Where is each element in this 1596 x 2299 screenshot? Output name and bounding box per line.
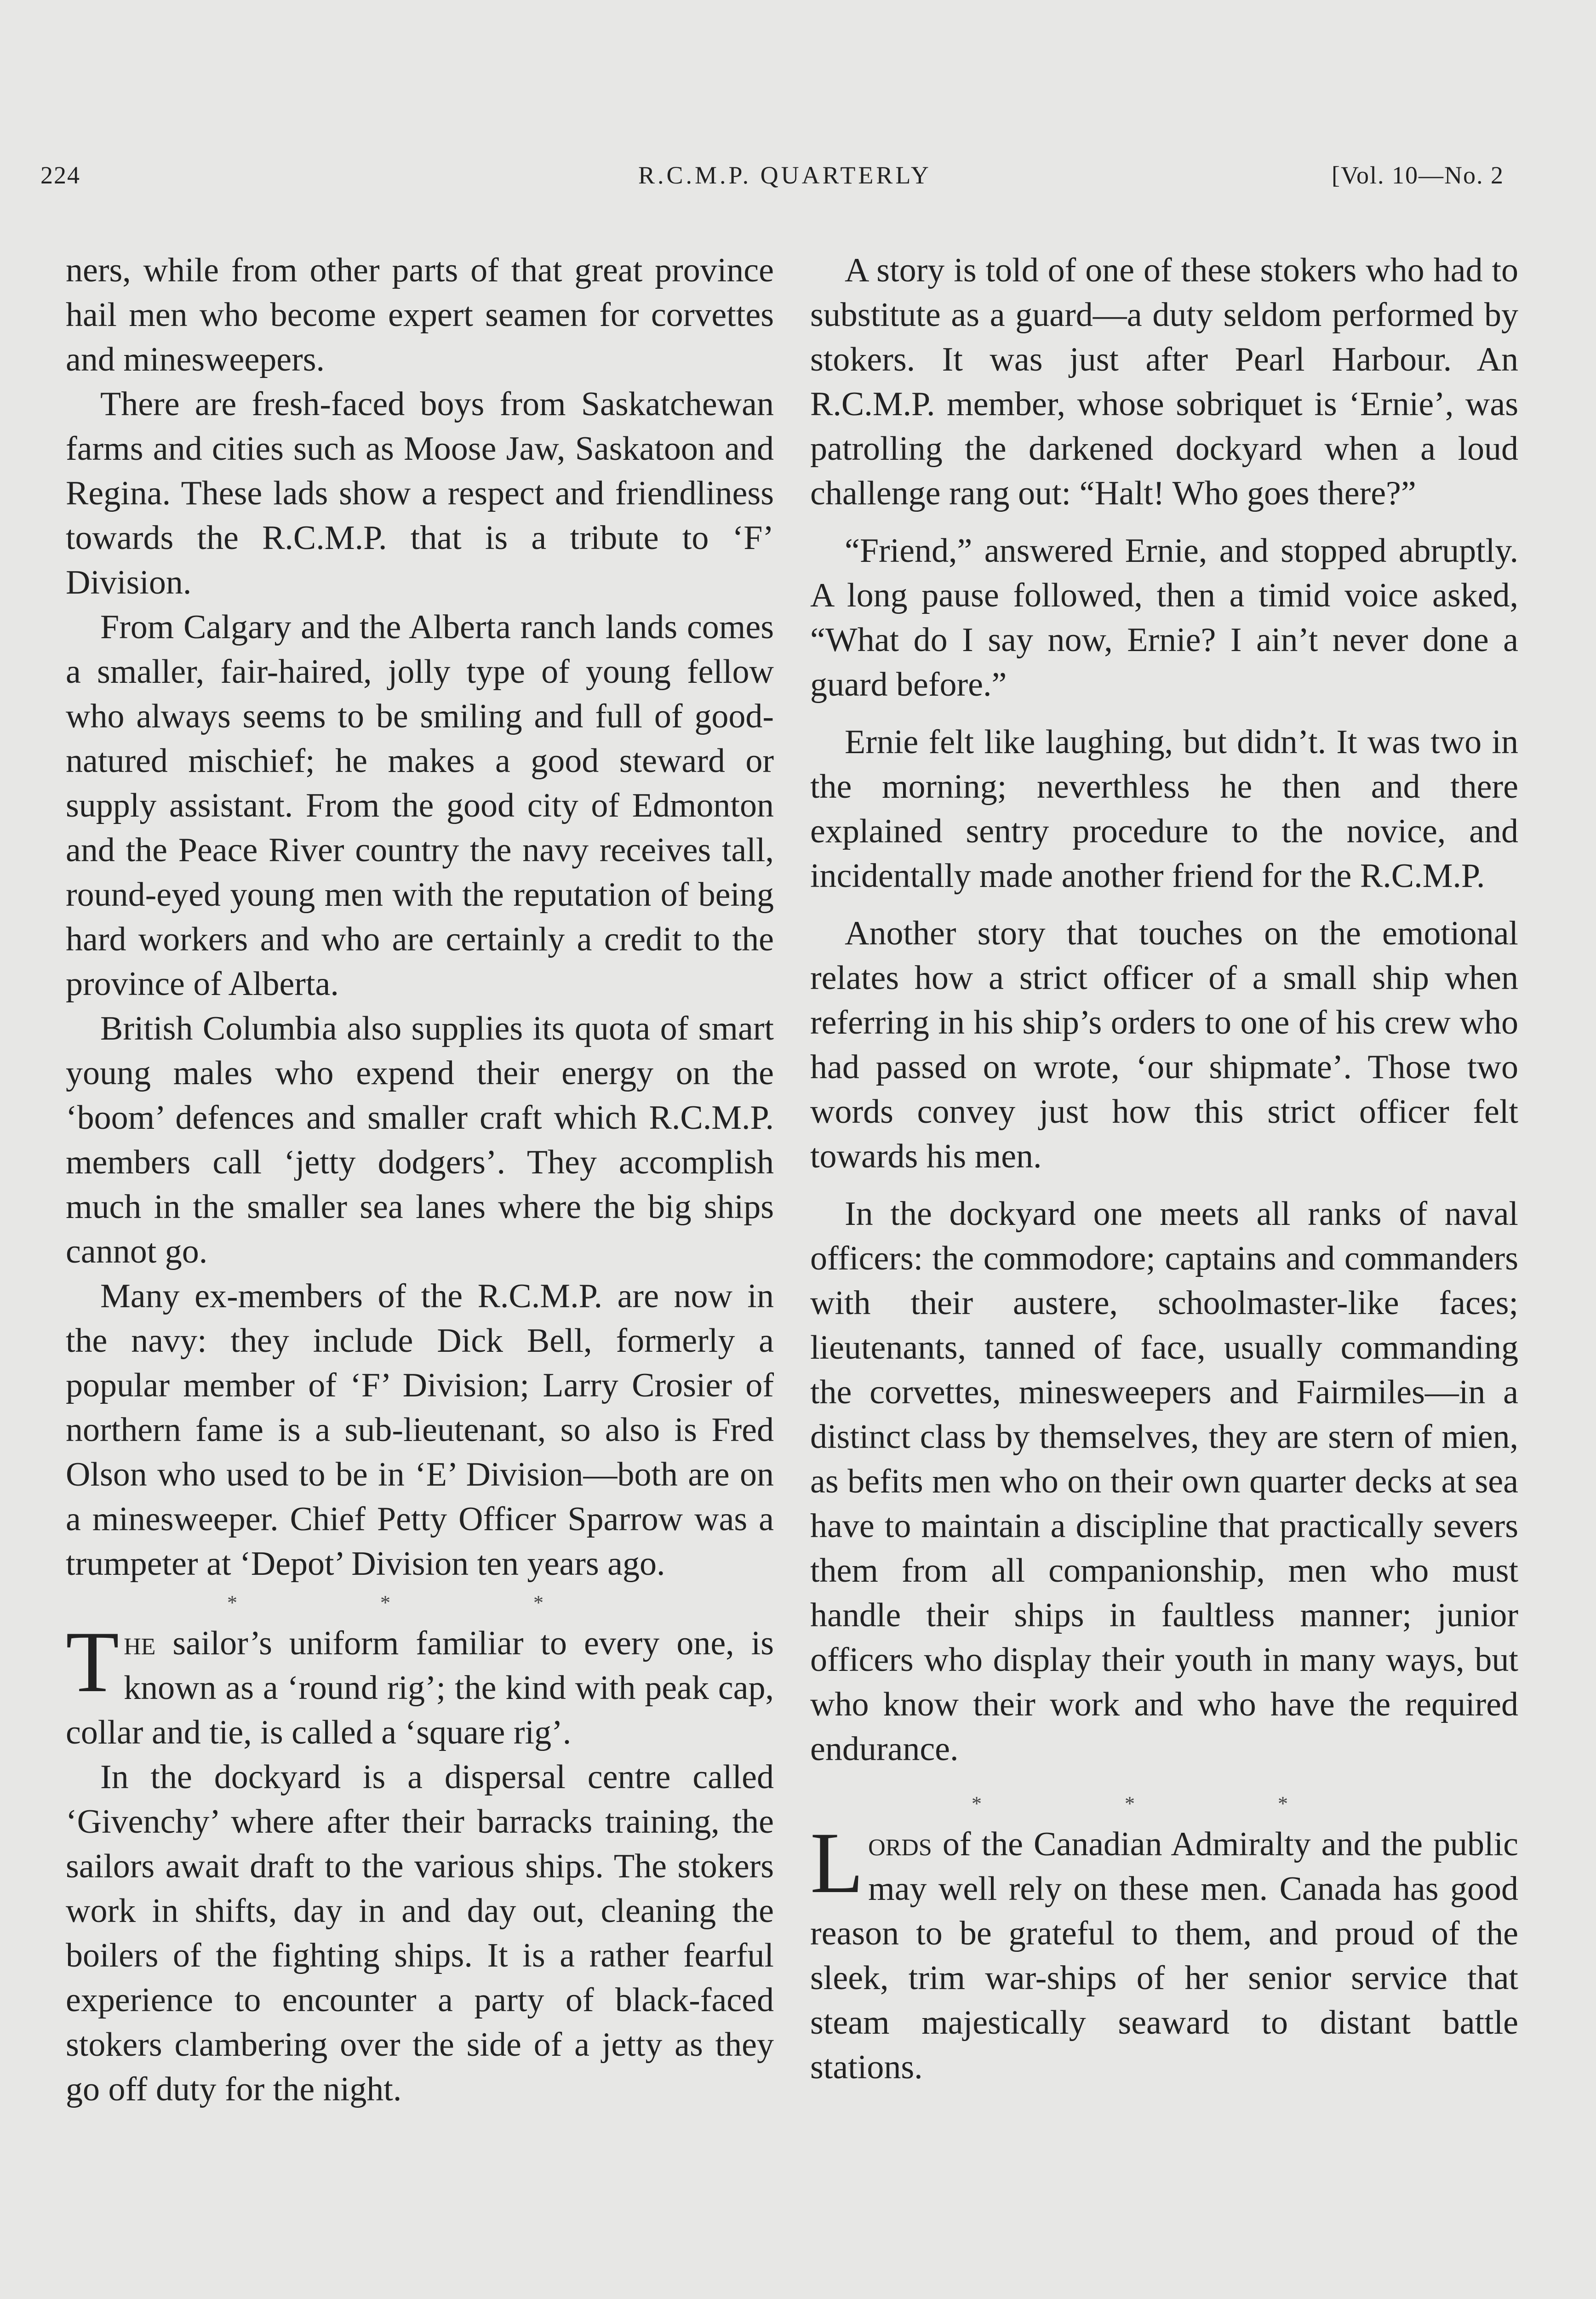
journal-title: R.C.M.P. QUARTERLY <box>638 161 932 189</box>
paragraph: Many ex-members of the R.C.M.P. are now in the navy: they include Dick Bell, formerly a popular member of ‘F’ Division; Larry Crosier of northern fame is a sub-lieutenant, so also is Fred Olson who used to be in ‘E’ Division—both are on a minesweeper. Chief Petty Officer Sparrow was a trumpeter at ‘Depot’ Division ten years ago. <box>66 1277 774 1583</box>
paragraph: Another story that touches on the emotional relates how a strict officer of a small ship when referring in his ship’s orders to one of his crew who had passed on wrote, ‘our shipmate’. Those two words convey just how this strict officer felt towards his men. <box>810 915 1518 1175</box>
paragraph: A story is told of one of these stokers who had to substitute as a guard—a duty seldom performed by stokers. It was just after Pearl Harbour. An R.C.M.P. member, whose sobriquet is ‘Ernie’, was patrolling the darkened dockyard when a loud challenge rang out: “Halt! Who goes there?” <box>810 252 1518 512</box>
left-column <box>66 248 774 2112</box>
paragraph: Ernie felt like laughing, but didn’t. It was two in the morning; neverthless he then and there explained sentry procedure to the novice, and incidentally made another friend for the R.C.M.P. <box>810 723 1518 895</box>
paragraph-text: of the Canadian Admiralty and the public may well rely on these men. Canada has good reason to be grateful to them, and proud of the sleek, trim war-ships of her senior service that steam majestically seaward to distant battle stations. <box>810 1825 1518 2086</box>
page-number: 224 <box>40 161 80 189</box>
running-header <box>40 161 1504 202</box>
small-caps-lead: ords <box>868 1825 932 1863</box>
right-column <box>810 248 1518 2090</box>
paragraph: ners, while from other parts of that great province hail men who become expert seamen for corvettes and minesweepers. <box>66 252 774 378</box>
drop-cap: L <box>810 1815 864 1911</box>
paragraph: In the dockyard is a dispersal centre called ‘Givenchy’ where after their barracks training, the sailors await draft to the various ships. The stokers work in shifts, day in and day out, cleaning the boilers of the fighting ships. It is a rather fearful experience to encounter a party of black-faced stokers clambering over the side of a jetty as they go off duty for the night. <box>66 1758 774 2108</box>
paragraph: There are fresh-faced boys from Saskatchewan farms and cities such as Moose Jaw, Saskatoon and Regina. These lads show a respect and friendliness towards the R.C.M.P. that is a tribute to ‘F’ Division. <box>66 385 774 601</box>
section-opening-paragraph <box>66 1614 774 1755</box>
small-caps-lead: he <box>124 1624 156 1662</box>
section-opening-paragraph <box>810 1815 1518 2090</box>
section-separator: * * * <box>227 1591 612 1614</box>
paragraph-text: sailor’s uniform familiar to every one, is known as a ‘round rig’; the kind with peak cap, collar and tie, is called a ‘square rig’. <box>66 1624 774 1751</box>
volume-issue: [Vol. 10—No. 2 <box>1331 161 1504 189</box>
paragraph: “Friend,” answered Ernie, and stopped abruptly. A long pause followed, then a timid voice asked, “What do I say now, Ernie? I ain’t never done a guard before.” <box>810 532 1518 703</box>
section-separator: * * * <box>972 1792 1357 1815</box>
paragraph: British Columbia also supplies its quota of smart young males who expend their energy on the ‘boom’ defences and smaller craft which R.C.M.P. members call ‘jetty dodgers’. They accomplish much in the smaller sea lanes where the big ships cannot go. <box>66 1010 774 1270</box>
drop-cap: T <box>66 1614 120 1710</box>
paragraph: In the dockyard one meets all ranks of naval officers: the commodore; captains and commanders with their austere, schoolmaster-like faces; lieutenants, tanned of face, usually commanding the corvettes, minesweepers and Fairmiles—in a distinct class by themselves, they are stern of mien, as befits men who on their own quarter decks at sea have to maintain a discipline that practically severs them from all companionship, men who must handle their ships in faultless manner; junior officers who display their youth in many ways, but who know their work and who have the required endurance. <box>810 1195 1518 1768</box>
paragraph: From Calgary and the Alberta ranch lands comes a smaller, fair-haired, jolly type of young fellow who always seems to be smiling and full of good-natured mischief; he makes a good steward or supply assistant. From the good city of Edmonton and the Peace River country the navy receives tall, round-eyed young men with the reputation of being hard workers and who are certainly a credit to the province of Alberta. <box>66 608 774 1003</box>
